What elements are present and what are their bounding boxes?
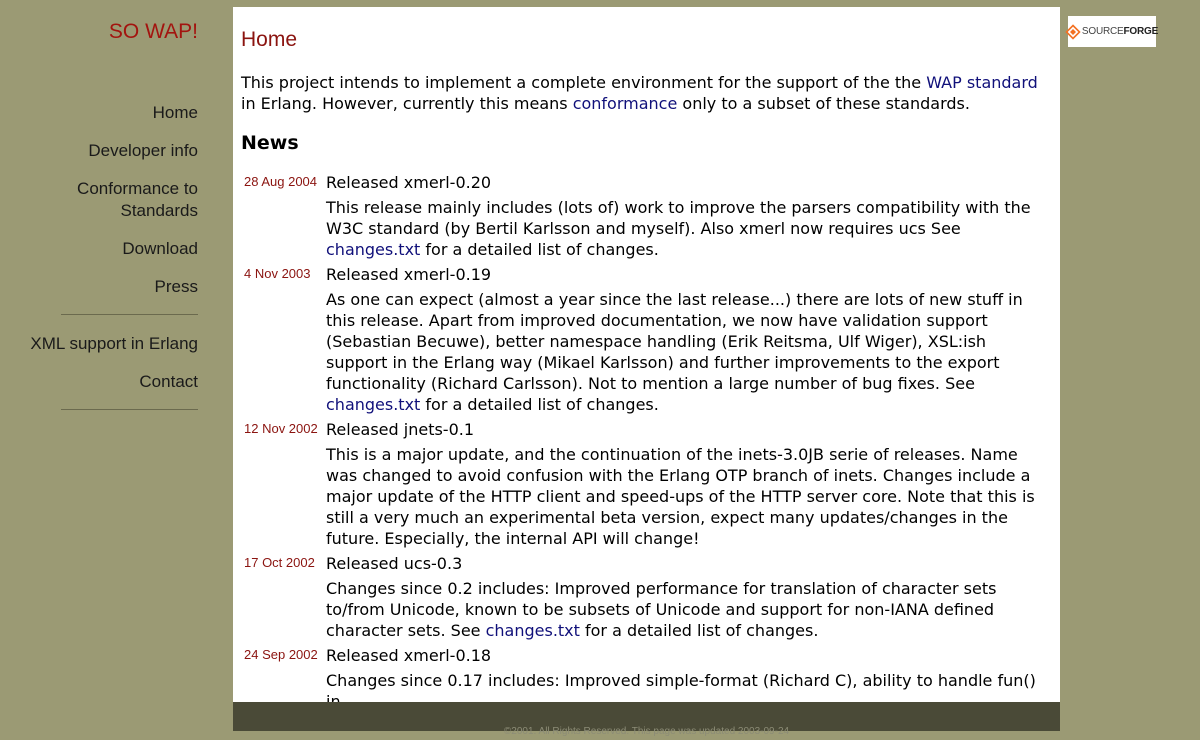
news-date: 4 Nov 2003 xyxy=(244,266,311,281)
news-title: Released jnets-0.1 xyxy=(326,420,475,439)
nav-item-press[interactable]: Press xyxy=(154,277,198,296)
changes-link[interactable]: changes.txt xyxy=(326,240,421,259)
news-text-part: As one can expect (almost a year since the last release...) there are lots of new stuff in this release. Apart from improved documentation, we now have validation support (Sebastian Becuwe), better namespace handling (Erik Reitsma, Ulf Wiger), XSL:ish support in the Erlang way (Mikael Karlsson) and further improvements to the export functionality (Richard Carlsson). Not to mention a large number of bug fixes. See xyxy=(326,290,1023,393)
changes-link[interactable]: changes.txt xyxy=(485,621,580,640)
sidebar-nav xyxy=(0,102,198,428)
intro-text: only to a subset of these standards. xyxy=(677,94,970,113)
news-title: Released xmerl-0.18 xyxy=(326,646,492,665)
intro-paragraph xyxy=(241,72,1041,114)
intro-text: in Erlang. However, currently this means xyxy=(241,94,573,113)
news-text xyxy=(326,289,1041,415)
news-text-part: for a detailed list of changes. xyxy=(420,395,659,414)
news-text: This is a major update, and the continuation of the inets-3.0JB serie of releases. Name was changed to avoid confusion with the Erlang OTP branch of inets. Changes include a major update of the HTTP client and speed-ups of the HTTP server core. Note that this is still a very much an experimental beta version, expect many updates/changes in the future. Especially, the internal API will change! xyxy=(326,445,1035,548)
news-heading: News xyxy=(241,132,299,154)
news-item xyxy=(241,172,1052,260)
sourceforge-label xyxy=(1082,26,1158,37)
conformance-link[interactable]: conformance xyxy=(572,94,678,113)
news-title: Released xmerl-0.19 xyxy=(326,265,492,284)
footer xyxy=(233,702,1060,737)
news-text-part: for a detailed list of changes. xyxy=(420,240,659,259)
news-date: 12 Nov 2002 xyxy=(244,421,318,436)
nav-item-xml-support[interactable]: XML support in Erlang xyxy=(30,334,198,353)
news-text xyxy=(326,578,1041,641)
nav-item-contact[interactable]: Contact xyxy=(139,372,198,391)
nav-item-conformance[interactable]: Conformance to Standards xyxy=(77,179,198,220)
news-text-part: This release mainly includes (lots of) work to improve the parsers compatibility with the W3C standard (by Bertil Karlsson and myself). Also xmerl now requires ucs See xyxy=(326,198,1031,238)
nav-item-download[interactable]: Download xyxy=(122,239,198,258)
page-title: Home xyxy=(241,28,298,51)
news-item xyxy=(241,264,1052,415)
main-content xyxy=(233,7,1060,702)
news-title: Released xmerl-0.20 xyxy=(326,173,492,192)
intro-text: This project intends to implement a complete environment for the support of the the xyxy=(241,73,927,92)
sourceforge-logo[interactable] xyxy=(1068,16,1159,47)
news-date: 28 Aug 2004 xyxy=(244,174,318,189)
nav-divider xyxy=(61,314,198,315)
news-item xyxy=(241,419,1052,549)
sidebar xyxy=(0,0,218,740)
news-text-part: Changes since 0.2 includes: Improved performance for translation of character sets to/from Unicode, known to be subsets of Unicode and support for non-IANA defined character sets. See xyxy=(326,579,997,640)
news-title: Released ucs-0.3 xyxy=(326,554,463,573)
news-text xyxy=(326,197,1041,260)
sourceforge-label-light: SOURCE xyxy=(1081,26,1124,37)
nav-item-developer-info[interactable]: Developer info xyxy=(88,141,198,160)
nav-divider xyxy=(61,409,198,410)
nav-item-home[interactable]: Home xyxy=(152,103,198,122)
news-date: 24 Sep 2002 xyxy=(244,647,318,662)
sourceforge-label-bold: FORGE xyxy=(1123,26,1159,37)
site-title: SO WAP! xyxy=(108,20,198,43)
footer-text: ©2001. All Rights Reserved. This page was updated 2003-09-24 xyxy=(503,726,790,737)
sourceforge-diamond-icon xyxy=(1066,25,1080,39)
news-text: Changes since 0.17 includes: Improved simple-format (Richard C), ability to handle fun() xyxy=(326,671,1036,690)
news-text-part: for a detailed list of changes. xyxy=(579,621,819,640)
changes-link[interactable]: changes.txt xyxy=(326,395,421,414)
wap-standard-link[interactable]: WAP standard xyxy=(926,73,1038,92)
news-date: 17 Oct 2002 xyxy=(244,555,315,570)
news-item xyxy=(241,553,1052,641)
